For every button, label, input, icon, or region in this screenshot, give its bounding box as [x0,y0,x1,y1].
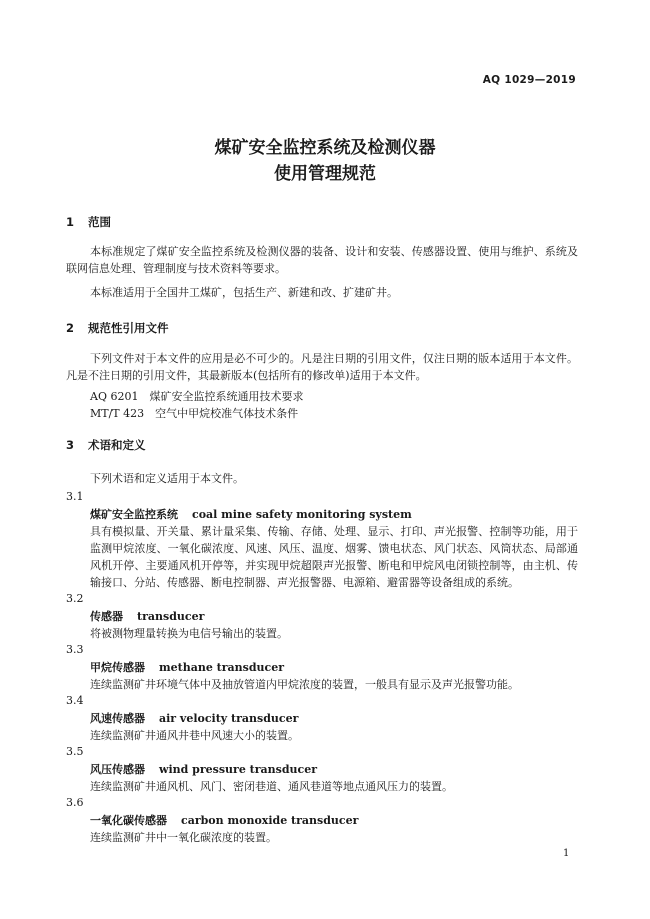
clause-number: 3.1 [66,490,84,503]
document-title-line1: 煤矿安全监控系统及检测仪器 [214,138,436,158]
normative-reference-1: AQ 6201 煤矿安全监控系统通用技术要求 [90,390,304,403]
clause-number: 3.2 [66,592,84,605]
term-entry [90,761,317,777]
term-definition: 连续监测矿井通风井巷中风速大小的装置。 [90,729,299,742]
section-number: 2 [66,321,75,335]
section-number: 1 [66,215,75,229]
page-number: 1 [563,848,570,859]
section-title: 规范性引用文件 [88,321,169,335]
term-entry [90,710,298,726]
term-definition: 连续监测矿井中一氧化碳浓度的装置。 [90,831,277,844]
term-definition: 将被测物理量转换为电信号输出的装置。 [90,627,288,640]
section-3-intro: 下列术语和定义适用于本文件。 [90,472,244,485]
document-title-line2: 使用管理规范 [274,164,376,184]
term-english: methane transducer [159,661,285,674]
term-english: wind pressure transducer [159,763,318,776]
term-definition: 连续监测矿井环境气体中及抽放管道内甲烷浓度的装置，一般具有显示及声光报警功能。 [90,678,519,691]
term-entry [90,659,284,675]
clause-number: 3.4 [66,694,84,707]
section-title: 术语和定义 [88,438,146,452]
term-english: air velocity transducer [159,712,299,725]
clause-number: 3.3 [66,643,84,656]
standard-code: AQ 1029—2019 [482,74,576,86]
section-3-heading [66,437,146,453]
term-entry [90,812,358,828]
section-title: 范围 [88,215,111,229]
term-entry [90,506,412,522]
term-definition: 连续监测矿井通风机、风门、密闭巷道、通风巷道等地点通风压力的装置。 [90,780,453,793]
section-1-heading [66,214,111,230]
section-2-heading [66,320,169,336]
section-2-paragraph-1: 下列文件对于本文件的应用是必不可少的。凡是注日期的引用文件，仅注日期的版本适用于本文件。凡是不注日期的引用文件，其最新版本(包括所有的修改单)适用于本文件。 [66,352,578,382]
section-1-paragraph-1: 本标准规定了煤矿安全监控系统及检测仪器的装备、设计和安装、传感器设置、使用与维护、系统及联网信息处理、管理制度与技术资料等要求。 [66,245,578,275]
term-chinese: 风速传感器 [90,712,145,725]
term-entry [90,608,204,624]
term-definition: 具有模拟量、开关量、累计量采集、传输、存储、处理、显示、打印、声光报警、控制等功能，用于监测甲烷浓度、一氧化碳浓度、风速、风压、温度、烟雾、馈电状态、风门状态、风筒状态、局部通风机开停、主要通风机开停等，并实现甲烷超限声光报警、断电和甲烷风电闭锁控制等，由主机、传输接口、分站、传感器、断电控制器、声光报警器、电源箱、避雷器等设备组成的系统。 [90,525,578,589]
clause-number: 3.6 [66,796,84,809]
term-chinese: 传感器 [90,610,123,623]
section-number: 3 [66,438,75,452]
normative-reference-2: MT/T 423 空气中甲烷校准气体技术条件 [90,407,299,420]
term-chinese: 一氧化碳传感器 [90,814,167,827]
term-english: coal mine safety monitoring system [192,508,412,521]
term-chinese: 甲烷传感器 [90,661,145,674]
term-english: carbon monoxide transducer [181,814,359,827]
clause-number: 3.5 [66,745,84,758]
term-chinese: 煤矿安全监控系统 [90,508,178,521]
term-english: transducer [137,610,205,623]
section-1-paragraph-2: 本标准适用于全国井工煤矿，包括生产、新建和改、扩建矿井。 [90,286,398,299]
term-chinese: 风压传感器 [90,763,145,776]
